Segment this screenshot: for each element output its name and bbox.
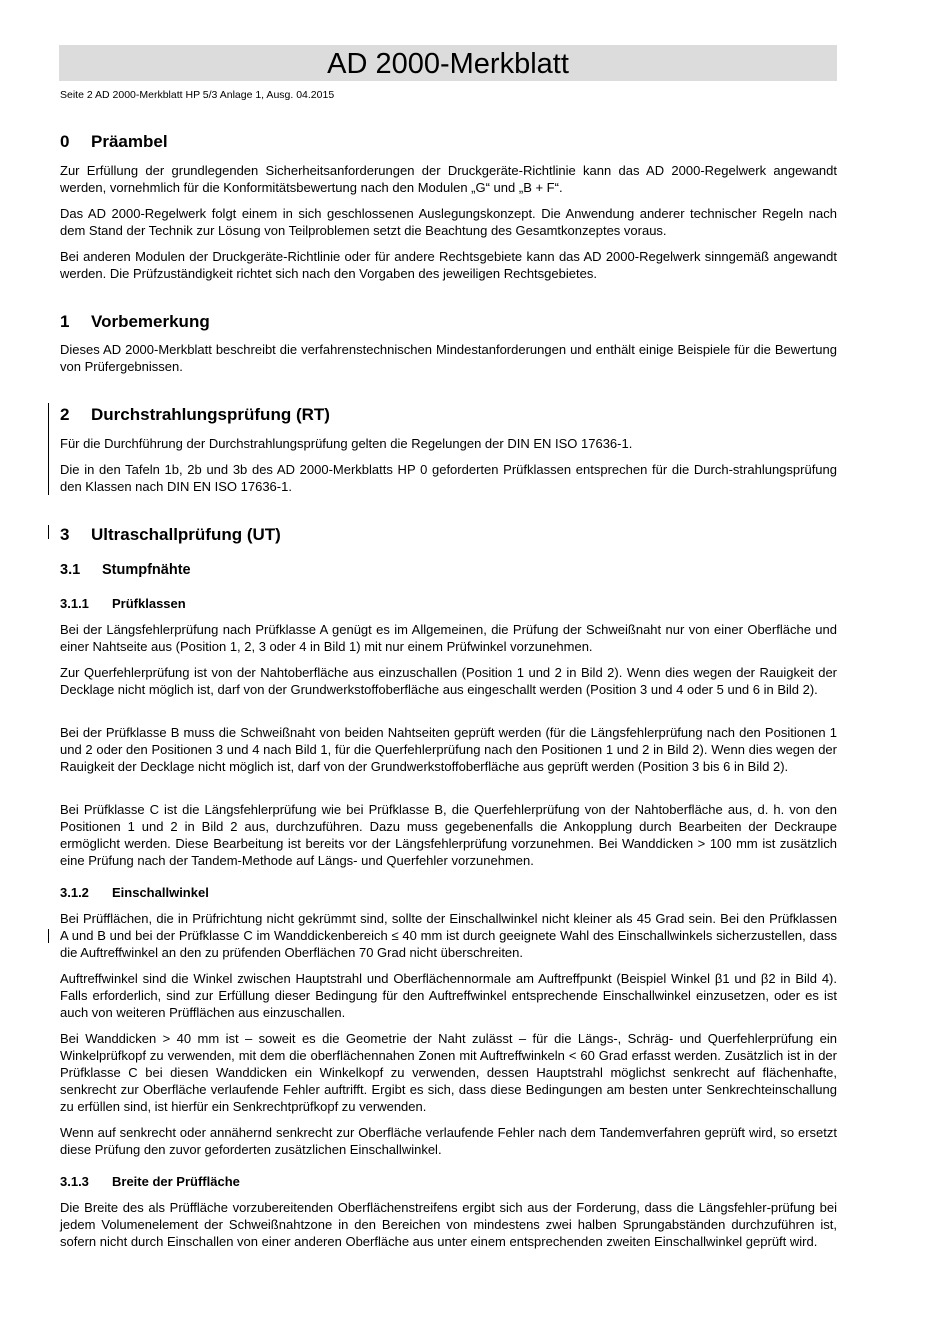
section-3-1-2-heading — [60, 885, 837, 900]
paragraph: Die in den Tafeln 1b, 2b und 3b des AD 2000-Merkblatts HP 0 geforderten Prüfklassen entsprechen für die Durch-strahlungsprüfung den Klassen nach DIN EN ISO 17636-1. — [60, 462, 837, 494]
section-title: Durchstrahlungsprüfung (RT) — [91, 405, 330, 424]
section-title: Vorbemerkung — [91, 312, 210, 331]
change-bar — [48, 525, 49, 539]
section-number: 0 — [60, 132, 70, 151]
section-3-1-1-heading — [60, 596, 837, 611]
section-title: Breite der Prüffläche — [112, 1174, 240, 1189]
section-0-heading — [60, 132, 837, 152]
paragraph: Das AD 2000-Regelwerk folgt einem in sich geschlossenen Auslegungskonzept. Die Anwendung anderer technischer Regeln nach dem Stand der Technik zur Lösung von Teilproblemen setzt die Beachtung des Gesamtkonzeptes voraus. — [60, 206, 837, 238]
paragraph: Bei Prüfklasse C ist die Längsfehlerprüfung wie bei Prüfklasse B, die Querfehlerprüfung von der Nahtoberfläche aus, d. h. von den Positionen 1 und 2 in Bild 2 aus, durchzuführen. Dazu muss gegebenenfalls die Ankopplung durch Bearbeiten der Deckraupe ermöglicht werden. Diese Bearbeitung ist bereits vor der Längsfehlerprüfung vorzunehmen. Bei Wanddicken > 100 mm ist zusätzlich eine Prüfung nach der Tandem-Methode auf Längs- und Querfehler vorzunehmen. — [60, 802, 837, 868]
section-3-1-3-heading — [60, 1174, 837, 1189]
section-number: 2 — [60, 405, 70, 424]
change-bar — [48, 929, 49, 943]
section-1-heading — [60, 312, 837, 332]
section-title: Einschallwinkel — [112, 885, 209, 900]
page-info: Seite 2 AD 2000-Merkblatt HP 5/3 Anlage 1, Ausg. 04.2015 — [60, 89, 335, 101]
section-2-heading — [60, 405, 837, 425]
section-number: 1 — [60, 312, 70, 331]
section-title: Stumpfnähte — [102, 562, 191, 578]
paragraph: Auftreffwinkel sind die Winkel zwischen Hauptstrahl und Oberflächennormale am Auftreffpunkt (Beispiel Winkel β1 und β2 in Bild 4). Falls erforderlich, sind zur Erfüllung dieser Bedingung für den Auftreffwinkel entsprechende Einschallwinkel einzusetzen, oder es ist auch von weiteren Prüfflächen aus einzuschallen. — [60, 971, 837, 1020]
paragraph: Dieses AD 2000-Merkblatt beschreibt die verfahrenstechnischen Mindestanforderungen und enthält einige Beispiele für die Bewertung von Prüfergebnissen. — [60, 342, 837, 374]
paragraph: Zur Erfüllung der grundlegenden Sicherheitsanforderungen der Druckgeräte-Richtlinie kann das AD 2000-Regelwerk angewandt werden, vornehmlich für die Konformitätsbewertung nach den Modulen „G“ und „B + F“. — [60, 163, 837, 195]
section-number: 3.1 — [60, 562, 81, 578]
change-bar — [48, 403, 49, 495]
section-title: Präambel — [91, 132, 168, 151]
paragraph: Für die Durchführung der Durchstrahlungsprüfung gelten die Regelungen der DIN EN ISO 17636-1. — [60, 436, 633, 451]
section-number: 3 — [60, 525, 70, 544]
paragraph: Zur Querfehlerprüfung ist von der Nahtoberfläche aus einzuschallen (Position 1 und 2 in Bild 2). Wenn dies wegen der Rauigkeit der Decklage nicht möglich ist, darf von der Grundwerkstoffoberfläche aus eingeschallt werden (Position 3 und 4 oder 5 und 6 in Bild 2). — [60, 665, 837, 697]
section-number: 3.1.1 — [60, 596, 89, 611]
paragraph: Bei Prüfflächen, die in Prüfrichtung nicht gekrümmt sind, sollte der Einschallwinkel nicht kleiner als 45 Grad sein. Bei den Prüfklassen A und B und bei der Prüfklasse C im Wanddickenbereich ≤ 40 mm ist durch geeignete Wahl des Einschallwinkels sicherzustellen, dass die Auftreffwinkel an den zu prüfenden Oberflächen 70 Grad nicht überschreiten. — [60, 911, 837, 960]
paragraph: Bei Wanddicken > 40 mm ist – soweit es die Geometrie der Naht zulässt – für die Längs-, Schräg- und Querfehlerprüfung ein Winkelprüfkopf zu verwenden, mit dem die oberflächennahen Zonen mit Auftreffwinkeln < 60 Grad erfasst werden. Zusätzlich ist in der Prüfklasse C bei diesen Wanddicken ein Winkelkopf zu verwenden, dessen Hauptstrahl möglichst senkrecht auf flächenhafte, senkrecht zur Oberfläche verlaufende Fehler auftrifft. Ergibt es sich, dass diese Bedingungen am besten unter Senkrechteinschallung zu erfüllen sind, ist hierfür ein Senkrechtprüfkopf zu verwenden. — [60, 1031, 837, 1114]
section-3-1-heading — [60, 562, 837, 578]
section-title: Prüfklassen — [112, 596, 186, 611]
paragraph: Die Breite des als Prüffläche vorzubereitenden Oberflächenstreifens ergibt sich aus der Forderung, dass die Längsfehler-prüfung bei jedem Volumenelement der Schweißnahtzone in den Bereichen von mindestens zwei halben Sprungabständen durchzuführen ist, sofern nicht durch Einschallen von einer anderen Oberfläche aus unter einem entsprechenden zweiten Einschallwinkel geprüft wird. — [60, 1200, 837, 1249]
section-title: Ultraschallprüfung (UT) — [91, 525, 281, 544]
paragraph: Bei anderen Modulen der Druckgeräte-Richtlinie oder für andere Rechtsgebiete kann das AD 2000-Regelwerk sinngemäß angewandt werden. Die Prüfzuständigkeit richtet sich nach den Vorgaben des jeweiligen Rechtsgebietes. — [60, 249, 837, 281]
section-number: 3.1.3 — [60, 1174, 89, 1189]
paragraph: Bei der Längsfehlerprüfung nach Prüfklasse A genügt es im Allgemeinen, die Prüfung der Schweißnaht nur von einer Oberfläche und einer Nahtseite aus (Position 1, 2, 3 oder 4 in Bild 1) mit nur einem Prüfwinkel vorzunehmen. — [60, 622, 837, 654]
document-title-banner: AD 2000-Merkblatt — [59, 45, 837, 81]
paragraph: Bei der Prüfklasse B muss die Schweißnaht von beiden Nahtseiten geprüft werden (für die Längsfehlerprüfung nach den Positionen 1 und 2 oder den Positionen 3 und 4 nach Bild 1, für die Querfehlerprüfung nach den Positionen 1 und 2 in Bild 2). Wenn dies wegen der Rauigkeit der Decklage nicht möglich ist, darf von der Grundwerkstoffoberfläche aus geprüft werden (Position 3 bis 6 in Bild 2). — [60, 725, 837, 774]
section-3-heading — [60, 525, 837, 545]
paragraph: Wenn auf senkrecht oder annähernd senkrecht zur Oberfläche verlaufende Fehler nach dem Tandemverfahren geprüft wird, so ersetzt diese Prüfung den zuvor geforderten zusätzlichen Einschallwinkel. — [60, 1125, 837, 1157]
section-number: 3.1.2 — [60, 885, 89, 900]
